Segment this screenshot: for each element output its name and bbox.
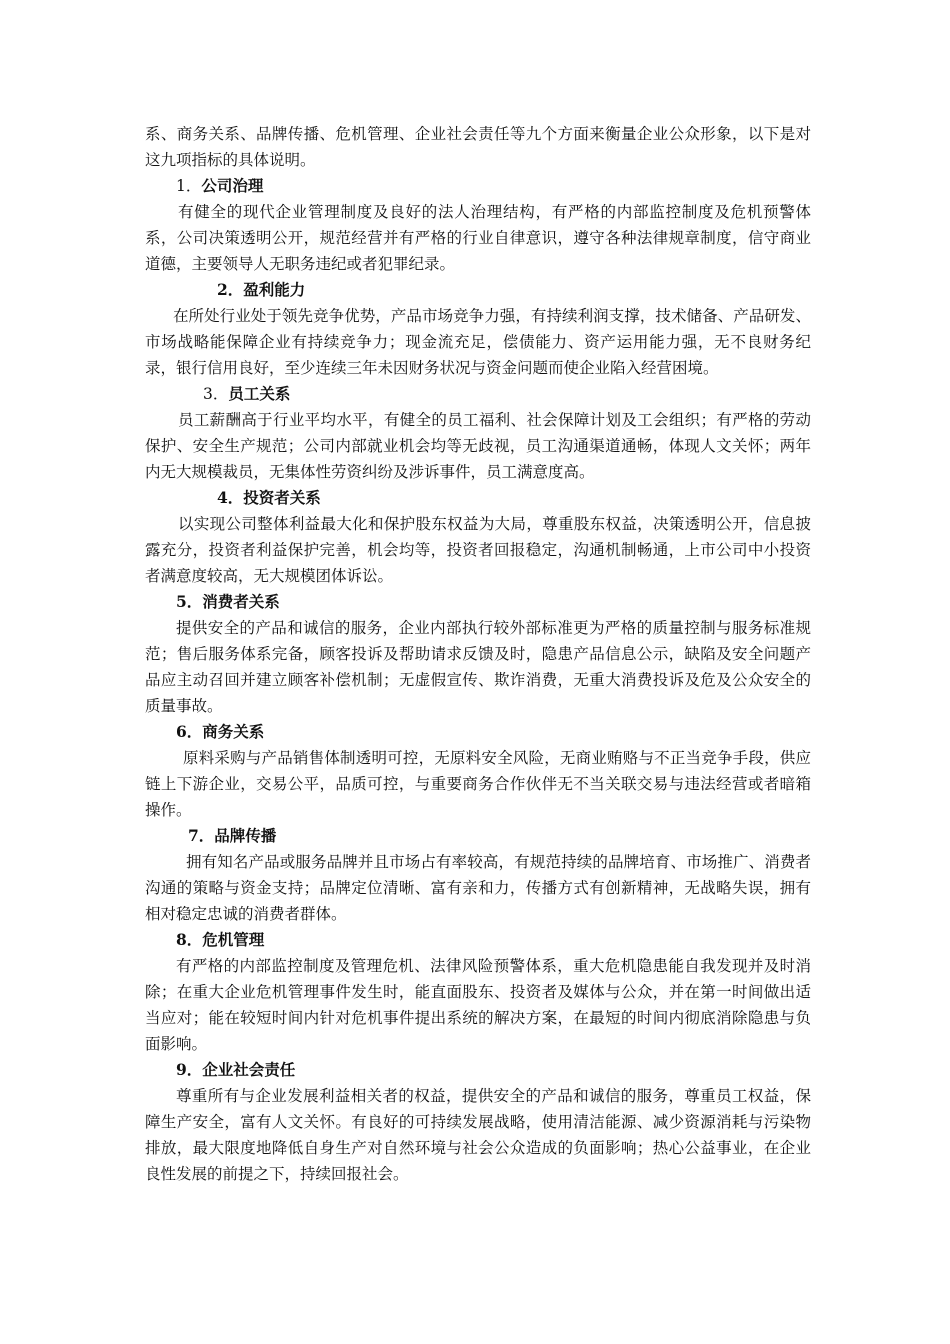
section-title: 危机管理 xyxy=(202,931,265,949)
section-body-3: 员工薪酬高于行业平均水平，有健全的员工福利、社会保障计划及工会组织；有严格的劳动保护、安全生产规范；公司内部就业机会均等无歧视，员工沟通渠道通畅，体现人文关怀；两年内无大规模裁员，无集体性劳资纠纷及涉诉事件，员工满意度高。 xyxy=(145,411,811,481)
section-title: 投资者关系 xyxy=(243,489,321,507)
section-title: 品牌传播 xyxy=(214,827,277,845)
section-title: 商务关系 xyxy=(202,723,265,741)
section-number: 8． xyxy=(176,930,203,949)
section-body-7: 拥有知名产品或服务品牌并且市场占有率较高，有规范持续的品牌培育、市场推广、消费者沟通的策略与资金支持；品牌定位清晰、富有亲和力，传播方式有创新精神，无战略失误，拥有相对稳定忠诚的消费者群体。 xyxy=(145,853,811,923)
section-heading-1 xyxy=(145,173,811,199)
section-title: 企业社会责任 xyxy=(202,1061,296,1079)
section-number: 5． xyxy=(176,592,203,611)
section-number: 3． xyxy=(203,385,229,403)
section-heading-5 xyxy=(145,589,811,615)
section-number: 2． xyxy=(217,280,244,299)
section-body-8: 有严格的内部监控制度及管理危机、法律风险预警体系，重大危机隐患能自我发现并及时消除；在重大企业危机管理事件发生时，能直面股东、投资者及媒体与公众，并在第一时间做出适当应对；能在较短时间内针对危机事件提出系统的解决方案，在最短的时间内彻底消除隐患与负面影响。 xyxy=(145,957,811,1053)
section-number: 9． xyxy=(176,1060,203,1079)
section-title: 盈利能力 xyxy=(243,281,306,299)
section-heading-9 xyxy=(145,1057,811,1083)
section-body-4: 以实现公司整体利益最大化和保护股东权益为大局，尊重股东权益，决策透明公开，信息披露充分，投资者利益保护完善，机会均等，投资者回报稳定，沟通机制畅通，上市公司中小投资者满意度较高，无大规模团体诉讼。 xyxy=(145,515,811,585)
section-body-5: 提供安全的产品和诚信的服务，企业内部执行较外部标准更为严格的质量控制与服务标准规范；售后服务体系完备，顾客投诉及帮助请求反馈及时，隐患产品信息公示，缺陷及安全问题产品应主动召回并建立顾客补偿机制；无虚假宣传、欺诈消费，无重大消费投诉及危及公众安全的质量事故。 xyxy=(145,619,811,715)
section-heading-2 xyxy=(145,277,811,303)
section-body-2: 在所处行业处于领先竞争优势，产品市场竞争力强，有持续利润支撑，技术储备、产品研发、市场战略能保障企业有持续竞争力；现金流充足，偿债能力、资产运用能力强，无不良财务纪录，银行信用良好，至少连续三年未因财务状况与资金问题而使企业陷入经营困境。 xyxy=(145,307,811,377)
section-body-1: 有健全的现代企业管理制度及良好的法人治理结构，有严格的内部监控制度及危机预警体系，公司决策透明公开，规范经营并有严格的行业自律意识，遵守各种法律规章制度，信守商业道德，主要领导人无职务违纪或者犯罪纪录。 xyxy=(145,203,811,273)
section-heading-3 xyxy=(145,381,811,407)
section-title: 消费者关系 xyxy=(202,593,280,611)
section-title: 员工关系 xyxy=(228,385,291,403)
section-title: 公司治理 xyxy=(201,177,264,195)
section-body-9: 尊重所有与企业发展利益相关者的权益，提供安全的产品和诚信的服务，尊重员工权益，保障生产安全，富有人文关怀。有良好的可持续发展战略，使用清洁能源、减少资源消耗与污染物排放，最大限度地降低自身生产对自然环境与社会公众造成的负面影响；热心公益事业，在企业良性发展的前提之下，持续回报社会。 xyxy=(145,1087,811,1183)
intro-paragraph: 系、商务关系、品牌传播、危机管理、企业社会责任等九个方面来衡量企业公众形象，以下是对这九项指标的具体说明。 xyxy=(145,125,811,169)
section-heading-4 xyxy=(145,485,811,511)
section-number: 7． xyxy=(188,826,215,845)
section-body-6: 原料采购与产品销售体制透明可控，无原料安全风险，无商业贿赂与不正当竞争手段，供应链上下游企业，交易公平，品质可控，与重要商务合作伙伴无不当关联交易与违法经营或者暗箱操作。 xyxy=(145,749,811,819)
section-heading-8 xyxy=(145,927,811,953)
section-number: 6． xyxy=(176,722,203,741)
document-page xyxy=(145,121,811,1187)
section-heading-6 xyxy=(145,719,811,745)
section-number: 1． xyxy=(176,177,202,195)
section-number: 4． xyxy=(217,488,244,507)
section-heading-7 xyxy=(145,823,811,849)
